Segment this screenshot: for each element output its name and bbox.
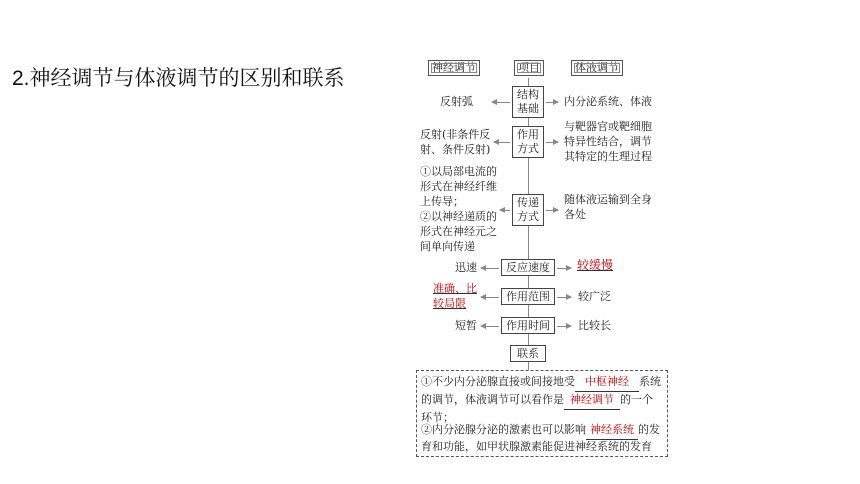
right-text-structure: 内分泌系统、体液: [564, 95, 652, 108]
item-box-duration: [501, 317, 555, 334]
link-line: [528, 362, 529, 370]
item-label: 作用方式: [517, 128, 539, 155]
arrow-right: [557, 268, 571, 269]
link-box: [510, 345, 546, 362]
left-text-speed: 迅速: [455, 261, 477, 274]
item-box-speed: [501, 259, 555, 276]
right-text-mode-3: 其特定的生理过程: [564, 150, 652, 163]
page-title: 2.神经调节与体液调节的区别和联系: [12, 67, 345, 90]
relation-line-1-post: 系统: [639, 375, 661, 388]
blank-neural-regulation: 神经调节: [564, 391, 620, 410]
relation-line-5: 育和功能，如甲状腺激素能促进神经系统的发育: [421, 440, 652, 453]
right-text-trans-2: 各处: [564, 208, 586, 221]
arrow-right: [557, 326, 571, 327]
left-text-trans-6: 间单向传递: [420, 240, 475, 253]
left-text-trans-2: 形式在神经纤维: [420, 180, 497, 193]
header-left: 神经调节: [428, 60, 480, 76]
header-center: 项目: [514, 60, 544, 76]
arrow-left: [500, 210, 510, 211]
left-text-trans-4: ②以神经递质的: [420, 210, 497, 223]
blank-central-nervous: 中枢神经: [575, 373, 639, 392]
item-label: 结构基础: [517, 88, 539, 115]
relation-line-1-pre: ①不少内分泌腺直接或间接地受: [421, 375, 575, 388]
left-text-mode-1: 反射(非条件反: [420, 128, 491, 141]
right-text-mode-1: 与靶器官或靶细胞: [564, 120, 652, 133]
left-text-range-2: 较局限: [433, 298, 466, 310]
arrow-right: [557, 297, 571, 298]
relation-line-4-pre: ②内分泌腺分泌的激素也可以影响: [421, 423, 586, 436]
arrow-right: [546, 102, 558, 103]
right-text-trans-1: 随体液运输到全身: [564, 193, 652, 206]
arrow-right: [546, 210, 558, 211]
relation-line-1: [421, 373, 661, 392]
right-text-mode-2: 特异性结合，调节: [564, 135, 652, 148]
left-text-trans-5: 形式在神经元之: [420, 225, 497, 238]
left-text-duration: 短暂: [455, 319, 477, 332]
item-label: 传递方式: [517, 196, 539, 223]
arrow-left: [492, 102, 510, 103]
right-text-speed: 较缓慢: [577, 258, 614, 272]
link-label: 联系: [517, 346, 539, 360]
relation-line-3: 环节；: [421, 411, 454, 424]
arrow-right: [546, 142, 558, 143]
arrow-left: [481, 268, 499, 269]
item-box-structure: [512, 86, 544, 118]
relation-line-2: [421, 391, 653, 410]
arrow-left: [494, 142, 510, 143]
left-text-trans-3: 上传导；: [420, 195, 464, 208]
item-label: 作用时间: [506, 318, 550, 332]
arrow-left: [481, 297, 499, 298]
item-box-mode: [512, 126, 544, 158]
left-text-structure: 反射弧: [440, 95, 473, 108]
left-text-trans-1: ①以局部电流的: [420, 165, 497, 178]
item-box-range: [501, 288, 555, 305]
blank-nervous-system: 神经系统: [586, 421, 638, 440]
right-text-duration: 比较长: [578, 319, 611, 332]
left-text-mode-2: 射、条件反射): [420, 143, 491, 156]
relation-line-2-pre: 的调节，体液调节可以看作是: [421, 393, 564, 406]
item-label: 反应速度: [506, 260, 550, 274]
left-text-range-1: 准确、比: [433, 283, 477, 295]
item-label: 作用范围: [506, 289, 550, 303]
item-box-transmission: [512, 194, 544, 226]
relation-line-4-post: 的发: [638, 423, 660, 436]
header-right: 体液调节: [571, 60, 623, 76]
relation-line-2-post: 的一个: [620, 393, 653, 406]
right-text-range: 较广泛: [578, 290, 611, 303]
arrow-left: [481, 326, 499, 327]
